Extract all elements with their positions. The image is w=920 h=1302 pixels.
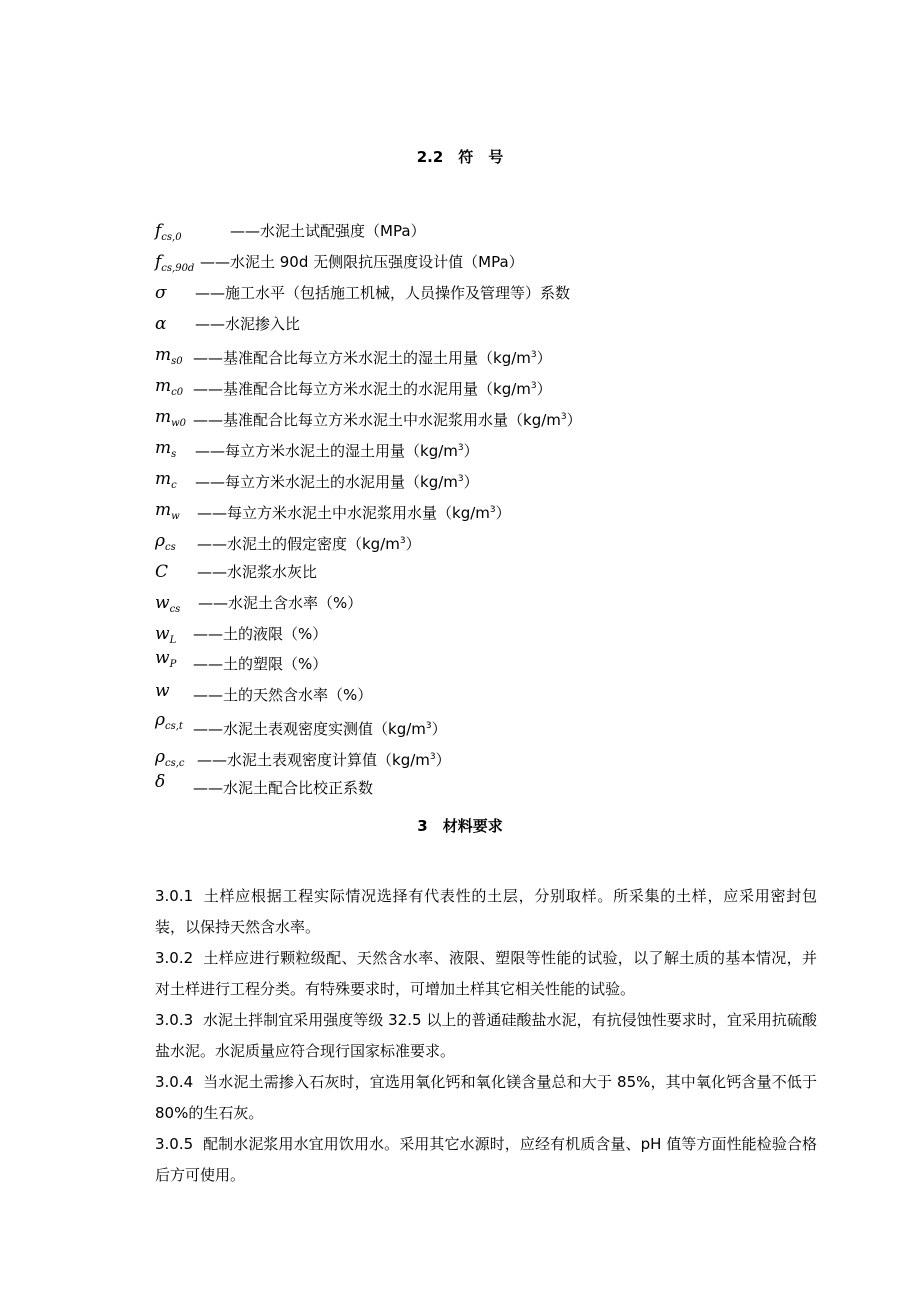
- symbol-description: ——土的塑限（%）: [193, 655, 328, 673]
- symbol: $\rho_{cs,t}$: [155, 710, 183, 732]
- symbol-description: ——水泥土表观密度实测值$(kg/m^3)$: [193, 720, 447, 738]
- symbol-description: ——水泥土试配强度（MPa）: [230, 222, 426, 240]
- symbol: $\rho_{cs,c}$: [155, 747, 185, 769]
- symbol-description: ——土的液限（%）: [193, 625, 328, 643]
- clause-text: 土样应根据工程实际情况选择有代表性的土层，分别取样。所采集的土样，应采用密封包装，以保持天然含水率。: [155, 887, 817, 936]
- symbol-description: ——水泥掺入比: [195, 315, 301, 333]
- symbol: w: [155, 681, 170, 701]
- symbol: $w_L$: [155, 624, 177, 646]
- symbol: $m_{w0}$: [155, 407, 187, 429]
- symbol: $m_c$: [155, 469, 177, 491]
- symbol: $f_{cs,0}$: [155, 221, 182, 243]
- clause-number: 3.0.5: [155, 1135, 194, 1153]
- clause-text: 水泥土拌制宜采用强度等级 32.5 以上的普通硅酸盐水泥，有抗侵蚀性要求时，宜采用抗硫酸盐水泥。水泥质量应符合现行国家标准要求。: [155, 1011, 817, 1060]
- symbol: $w_P$: [155, 648, 177, 670]
- symbol-description: ——水泥浆水灰比: [197, 563, 318, 581]
- symbol: $m_s$: [155, 438, 177, 460]
- symbol-description: ——水泥土 90d 无侧限抗压强度设计值（MPa）: [200, 253, 524, 271]
- section-heading-symbols: 2.2 符 号: [416, 148, 504, 166]
- symbol-description: ——水泥土含水率（%）: [198, 594, 363, 612]
- symbol-description: ——水泥土表观密度计算值$(kg/m^3)$: [197, 751, 451, 769]
- clause-number: 3.0.1: [155, 887, 194, 905]
- clause-paragraph: [155, 1129, 817, 1191]
- symbol-description: ——每立方米水泥土的湿土用量$(kg/m^3)$: [195, 442, 479, 460]
- symbol: σ: [155, 283, 167, 303]
- clause-paragraph: [155, 1005, 817, 1067]
- clause-paragraph: [155, 1067, 817, 1129]
- symbol-description: ——水泥土配合比校正系数: [193, 779, 374, 797]
- symbol: C: [155, 562, 169, 582]
- symbol: $m_{s0}$: [155, 345, 183, 367]
- symbol-description: ——每立方米水泥土的水泥用量$(kg/m^3)$: [195, 473, 479, 491]
- symbol: $f_{cs,90d}$: [155, 252, 195, 274]
- symbol: $m_{c0}$: [155, 376, 184, 398]
- symbol: $\rho_{cs}$: [155, 531, 176, 553]
- symbol-description: ——基准配合比每立方米水泥土的水泥用量$(kg/m^3)$: [193, 380, 552, 398]
- clause-text: 配制水泥浆用水宜用饮用水。采用其它水源时，应经有机质含量、pH 值等方面性能检验合格后方可使用。: [155, 1135, 817, 1184]
- symbol: $m_w$: [155, 500, 180, 522]
- symbol-description: ——施工水平（包括施工机械，人员操作及管理等）系数: [195, 284, 571, 302]
- symbol: $w_{cs}$: [155, 593, 181, 615]
- symbol-description: ——土的天然含水率（%）: [193, 686, 373, 704]
- symbol-description: ——水泥土的假定密度$(kg/m^3)$: [197, 535, 421, 553]
- clause-text: 当水泥土需掺入石灰时，宜选用氧化钙和氧化镁含量总和大于 85%，其中氧化钙含量不低于 80%的生石灰。: [155, 1073, 817, 1122]
- clause-number: 3.0.3: [155, 1011, 194, 1029]
- clause-text: 土样应进行颗粒级配、天然含水率、液限、塑限等性能的试验，以了解土质的基本情况，并对土样进行工程分类。有特殊要求时，可增加土样其它相关性能的试验。: [155, 949, 817, 998]
- clause-paragraph: [155, 881, 817, 943]
- clause-number: 3.0.4: [155, 1073, 194, 1091]
- symbol-description: ——每立方米水泥土中水泥浆用水量$(kg/m^3)$: [197, 504, 511, 522]
- symbol-description: ——基准配合比每立方米水泥土中水泥浆用水量$(kg/m^3)$: [193, 411, 582, 429]
- symbol-description: ——基准配合比每立方米水泥土的湿土用量$(kg/m^3)$: [193, 349, 552, 367]
- symbol: α: [155, 314, 167, 334]
- section-heading-materials: 3 材料要求: [417, 817, 503, 835]
- symbol: δ: [155, 772, 166, 792]
- clause-number: 3.0.2: [155, 949, 194, 967]
- clause-paragraph: [155, 943, 817, 1005]
